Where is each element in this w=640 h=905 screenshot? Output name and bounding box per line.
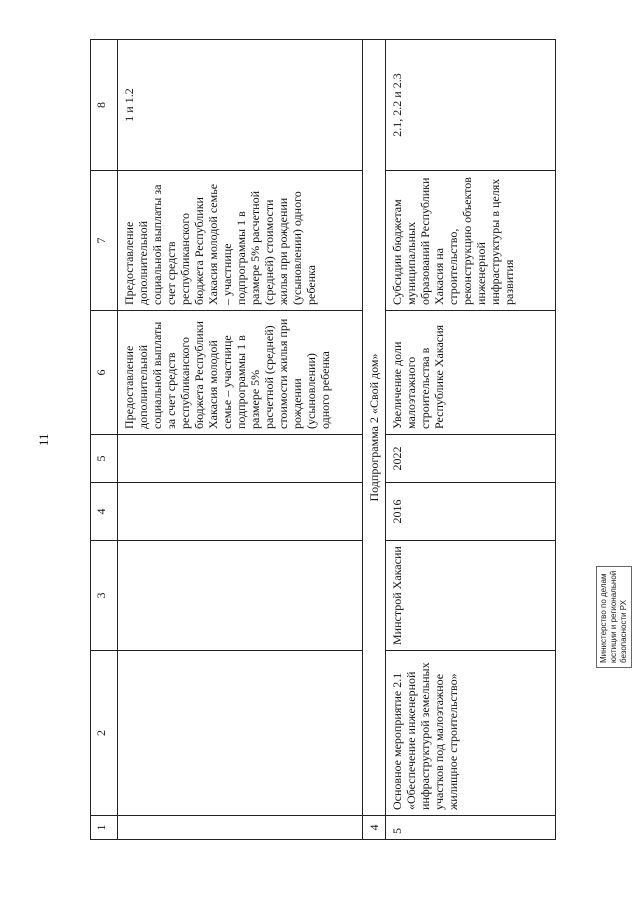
header-cell: 2 <box>91 651 118 816</box>
table-row <box>386 40 556 840</box>
subprogram-num: 4 <box>363 816 386 840</box>
page-number: 11 <box>36 433 51 446</box>
cell-num: 5 <box>386 816 556 840</box>
document-table-container <box>90 40 600 840</box>
header-cell: 6 <box>91 311 118 435</box>
cell-event: Основное мероприятие 2.1 «Обеспечение инженерной инфраструктурой земельных участков под малоэтажное жилищное строительство» <box>386 651 556 816</box>
cell-result: Увеличение доли малоэтажного строительства в Республике Хакасия <box>386 311 556 435</box>
cell-end: 2022 <box>386 435 556 483</box>
cell-end <box>118 435 363 483</box>
ministry-stamp <box>596 566 632 668</box>
header-cell: 3 <box>91 541 118 651</box>
header-cell: 1 <box>91 816 118 840</box>
stamp-line: Министерство по делам <box>599 573 608 663</box>
cell-executor: Минстрой Хакасии <box>386 541 556 651</box>
cell-executor <box>118 541 363 651</box>
header-row <box>91 40 118 840</box>
measures-table <box>90 39 556 840</box>
stamp-line: юстиции и региональной <box>609 570 618 663</box>
header-cell: 4 <box>91 483 118 541</box>
header-cell: 5 <box>91 435 118 483</box>
cell-consequence: Предоставление дополнительной социальной выплаты за счет средств республиканского бюджета Республики Хакасия молодой семье – участнице подпрограммы 1 в размере 5% расчетной (средней) стоимости жилья при рождении (усыновлении) одного ребенка <box>118 171 363 311</box>
cell-event <box>118 651 363 816</box>
cell-start: 2016 <box>386 483 556 541</box>
cell-start <box>118 483 363 541</box>
header-cell: 8 <box>91 40 118 171</box>
subprogram-row <box>363 40 386 840</box>
header-cell: 7 <box>91 171 118 311</box>
cell-link: 1 и 1.2 <box>118 40 363 171</box>
cell-num <box>118 816 363 840</box>
subprogram-title: Подпрограмма 2 «Свой дом» <box>363 40 386 816</box>
cell-consequence: Субсидии бюджетам муниципальных образований Республики Хакасия на строительство, реконструкцию объектов инженерной инфраструктуры в целях развития <box>386 171 556 311</box>
cell-link: 2.1, 2.2 и 2.3 <box>386 40 556 171</box>
table-row <box>118 40 363 840</box>
stamp-line: безопасности РХ <box>619 599 628 663</box>
cell-result: Предоставление дополнительной социальной выплаты за счет средств республиканского бюджета Республики Хакасия молодой семье – участнице подпрограммы 1 в размере 5% расчетной (средней) стоимости жилья при рождении (усыновлении) одного ребенка <box>118 311 363 435</box>
